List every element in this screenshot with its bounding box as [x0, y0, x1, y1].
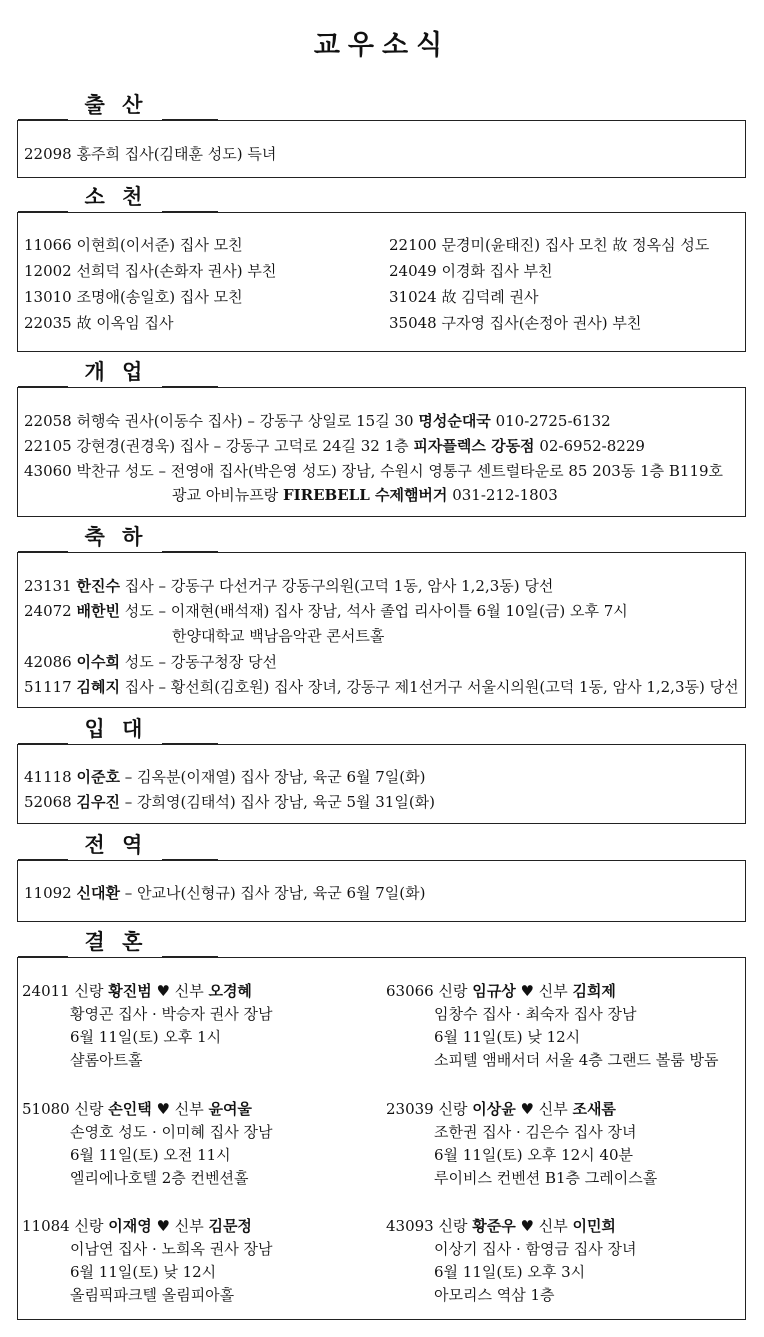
- death-item: 22100 문경미(윤태진) 집사 모친 故 정옥심 성도: [389, 236, 710, 254]
- member-number: 63066 신랑: [386, 982, 473, 1000]
- member-number: 23039 신랑: [386, 1100, 473, 1118]
- section-opening: [17, 359, 746, 517]
- groom-name: 손인택: [108, 1100, 152, 1118]
- wedding-venue: 소피텔 앰배서더 서울 4층 그랜드 볼룸 방돔: [434, 1051, 719, 1069]
- page-title: 교우소식: [313, 30, 451, 61]
- bride-label: 신부: [174, 982, 209, 1000]
- bride-name: 조새롬: [572, 1100, 616, 1118]
- opening-item: 43060 박찬규 성도 – 전영애 집사(박은영 성도) 장남, 수원시 영통구 센트럴타운로 85 203동 1층 B119호: [24, 462, 724, 480]
- wedding-parents: 손영호 성도 · 이미혜 집사 장남: [70, 1123, 273, 1141]
- bride-label: 신부: [538, 982, 573, 1000]
- wedding-venue: 루이비스 컨벤션 B1층 그레이스홀: [434, 1169, 658, 1187]
- heart-icon: ♥: [515, 1100, 539, 1118]
- discharge-item: 11092 신대환 – 안교나(신형규) 집사 장남, 육군 6월 7일(화): [24, 884, 426, 902]
- wedding-date: 6월 11일(토) 낮 12시: [70, 1263, 217, 1281]
- birth-item: 22098 홍주희 집사(김태훈 성도) 득녀: [24, 145, 277, 163]
- wedding-parents: 이상기 집사 · 함영금 집사 장녀: [434, 1240, 637, 1258]
- heart-icon: ♥: [515, 982, 539, 1000]
- heart-icon: ♥: [151, 982, 175, 1000]
- member-number: 11084 신랑: [22, 1217, 109, 1235]
- groom-name: 임규상: [472, 982, 516, 1000]
- section-birth: [17, 92, 746, 178]
- wedding-venue: 올림픽파크텔 올림피아홀: [70, 1286, 235, 1304]
- enlist-item: 41118 이준호 – 김옥분(이재열) 집사 장남, 육군 6월 7일(화): [24, 768, 426, 786]
- member-number: 24011 신랑: [22, 982, 109, 1000]
- wedding-couple: [22, 1215, 252, 1237]
- wedding-venue: 엘리에나호텔 2층 컨벤션홀: [70, 1169, 249, 1187]
- section-title: 출 산: [84, 92, 148, 117]
- enlist-item: 52068 김우진 – 강희영(김태석) 집사 장남, 육군 5월 31일(화): [24, 793, 436, 811]
- congrats-item: 23131 한진수 집사 – 강동구 다선거구 강동구의원(고덕 1동, 암사 1,2,3동) 당선: [24, 577, 554, 595]
- wedding-venue: 샬롬아트홀: [70, 1051, 143, 1069]
- opening-item-continued: 광교 아비뉴프랑 FIREBELL 수제햄버거 031-212-1803: [172, 486, 558, 504]
- groom-name: 황진범: [108, 982, 152, 1000]
- bride-label: 신부: [174, 1100, 209, 1118]
- wedding-parents: 황영곤 집사 · 박승자 권사 장남: [70, 1005, 273, 1023]
- bride-label: 신부: [538, 1217, 573, 1235]
- section-wedding: [17, 929, 746, 1320]
- section-death: [17, 184, 746, 352]
- congrats-item-continued: 한양대학교 백남음악관 콘서트홀: [172, 627, 385, 645]
- death-item: 22035 故 이옥임 집사: [24, 314, 174, 332]
- congrats-item: 24072 배한빈 성도 – 이재현(배석재) 집사 장남, 석사 졸업 리사이틀 6월 10일(금) 오후 7시: [24, 602, 628, 620]
- wedding-couple: [386, 1098, 616, 1120]
- congrats-item: 42086 이수희 성도 – 강동구청장 당선: [24, 653, 277, 671]
- opening-item: 22105 강현경(권경욱) 집사 – 강동구 고덕로 24길 32 1층 피자플렉스 강동점 02-6952-8229: [24, 437, 645, 455]
- bride-name: 오경혜: [208, 982, 252, 1000]
- section-title: 입 대: [84, 716, 148, 741]
- section-congrats: [17, 524, 746, 708]
- wedding-date: 6월 11일(토) 오후 12시 40분: [434, 1146, 634, 1164]
- heart-icon: ♥: [151, 1100, 175, 1118]
- death-item: 35048 구자영 집사(손정아 권사) 부친: [389, 314, 642, 332]
- bride-name: 김희제: [572, 982, 616, 1000]
- section-title: 전 역: [84, 832, 148, 857]
- heart-icon: ♥: [151, 1217, 175, 1235]
- heart-icon: ♥: [515, 1217, 539, 1235]
- wedding-parents: 이남연 집사 · 노희옥 권사 장남: [70, 1240, 273, 1258]
- bride-name: 김문정: [208, 1217, 252, 1235]
- wedding-couple: [386, 980, 616, 1002]
- wedding-date: 6월 11일(토) 오전 11시: [70, 1146, 231, 1164]
- section-title: 결 혼: [84, 929, 148, 954]
- member-number: 51080 신랑: [22, 1100, 109, 1118]
- section-title: 개 업: [84, 359, 148, 384]
- bride-name: 이민희: [572, 1217, 616, 1235]
- wedding-date: 6월 11일(토) 오후 1시: [70, 1028, 222, 1046]
- wedding-venue: 아모리스 역삼 1층: [434, 1286, 555, 1304]
- bride-label: 신부: [174, 1217, 209, 1235]
- death-item: 31024 故 김덕례 권사: [389, 288, 539, 306]
- death-item: 13010 조명애(송일호) 집사 모친: [24, 288, 243, 306]
- wedding-couple: [386, 1215, 616, 1237]
- wedding-couple: [22, 980, 252, 1002]
- death-item: 12002 선희덕 집사(손화자 권사) 부친: [24, 262, 277, 280]
- congrats-item: 51117 김혜지 집사 – 황선희(김호원) 집사 장녀, 강동구 제1선거구 서울시의원(고덕 1동, 암사 1,2,3동) 당선: [24, 678, 739, 696]
- section-discharge: [17, 832, 746, 922]
- member-number: 43093 신랑: [386, 1217, 473, 1235]
- wedding-date: 6월 11일(토) 낮 12시: [434, 1028, 581, 1046]
- bride-label: 신부: [538, 1100, 573, 1118]
- bride-name: 윤여울: [208, 1100, 252, 1118]
- death-item: 11066 이현희(이서준) 집사 모친: [24, 236, 243, 254]
- groom-name: 이상윤: [472, 1100, 516, 1118]
- groom-name: 이재영: [108, 1217, 152, 1235]
- wedding-parents: 임창수 집사 · 최숙자 집사 장남: [434, 1005, 637, 1023]
- section-enlist: [17, 716, 746, 824]
- groom-name: 황준우: [472, 1217, 516, 1235]
- section-title: 축 하: [84, 524, 148, 549]
- wedding-couple: [22, 1098, 252, 1120]
- death-item: 24049 이경화 집사 부친: [389, 262, 553, 280]
- section-title: 소 천: [84, 184, 148, 209]
- opening-item: 22058 허행숙 권사(이동수 집사) – 강동구 상일로 15길 30 명성순대국 010-2725-6132: [24, 412, 611, 430]
- wedding-parents: 조한권 집사 · 김은수 집사 장녀: [434, 1123, 637, 1141]
- wedding-date: 6월 11일(토) 오후 3시: [434, 1263, 586, 1281]
